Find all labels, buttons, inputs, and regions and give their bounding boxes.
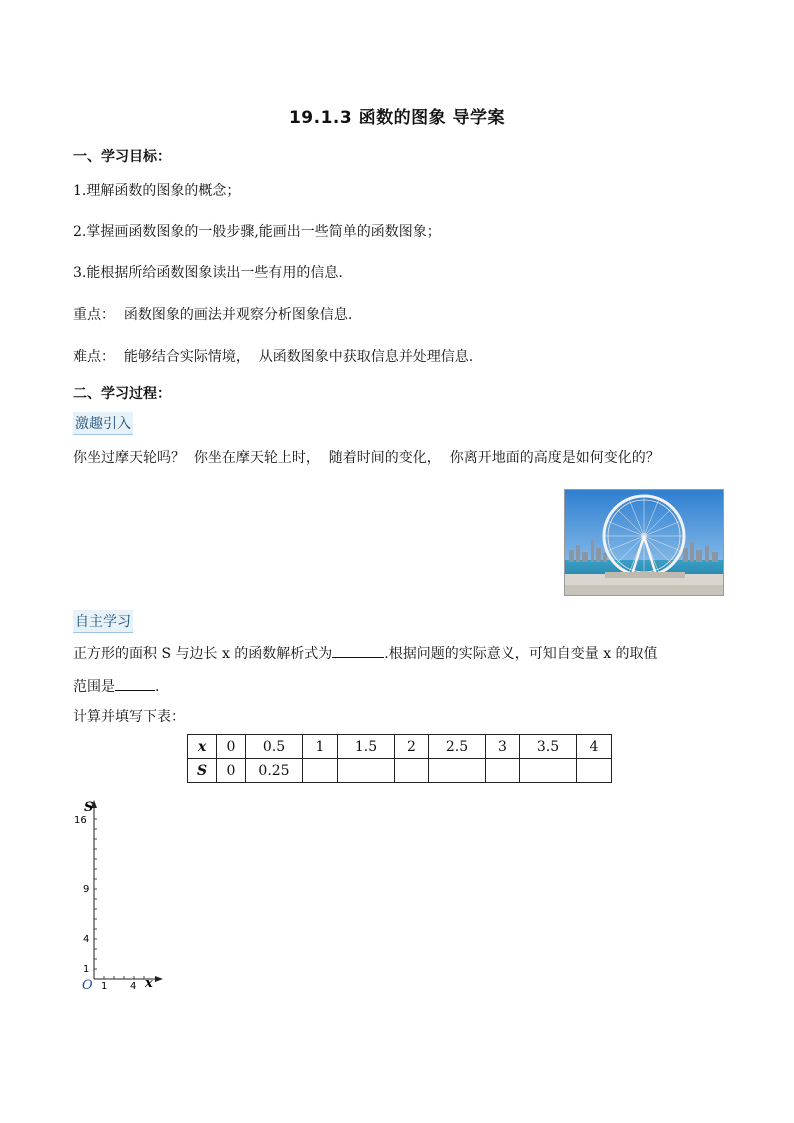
s-value-cell-blank[interactable] xyxy=(577,759,612,783)
y-axis-label: S xyxy=(84,800,94,815)
origin-label: O xyxy=(82,978,93,993)
key-point: 重点： 函数图象的画法并观察分析图象信息. xyxy=(73,307,353,323)
value-table xyxy=(187,734,612,783)
intro-question: 你坐过摩天轮吗？ 你坐在摩天轮上时， 随着时间的变化， 你离开地面的高度是如何变化的？ xyxy=(73,450,660,466)
x-axis-label: x xyxy=(145,976,153,991)
self-study-text-1b: .根据问题的实际意义，可知自变量 x 的取值 xyxy=(384,646,658,662)
x-tick-label-4: 4 xyxy=(130,981,137,992)
ferris-wheel-image xyxy=(564,489,724,596)
self-study-line-2 xyxy=(73,676,159,696)
answer-blank-range[interactable] xyxy=(115,678,155,691)
table-instruction: 计算并填写下表： xyxy=(73,709,185,725)
y-tick-label-1: 1 xyxy=(83,964,90,975)
intro-tag: 激趣引入 xyxy=(73,412,133,435)
table-row-s xyxy=(188,759,612,783)
x-value-cell: 2.5 xyxy=(429,735,486,759)
row-label-x: x xyxy=(188,735,217,759)
goal-item-3: 3.能根据所给函数图象读出一些有用的信息. xyxy=(73,265,343,281)
s-value-cell-blank[interactable] xyxy=(429,759,486,783)
answer-blank-formula[interactable] xyxy=(332,645,384,658)
s-value-cell-blank[interactable] xyxy=(338,759,395,783)
x-value-cell: 1.5 xyxy=(338,735,395,759)
s-value-cell: 0.25 xyxy=(246,759,303,783)
x-tick-label-1: 1 xyxy=(101,981,108,992)
s-value-cell-blank[interactable] xyxy=(395,759,429,783)
s-value-cell: 0 xyxy=(217,759,246,783)
self-study-text-2b: . xyxy=(155,679,160,695)
x-value-cell: 3 xyxy=(486,735,520,759)
self-study-text-2a: 范围是 xyxy=(73,679,115,695)
s-value-cell-blank[interactable] xyxy=(520,759,577,783)
y-tick-label-9: 9 xyxy=(83,884,90,895)
x-value-cell: 0.5 xyxy=(246,735,303,759)
x-value-cell: 0 xyxy=(217,735,246,759)
goal-item-1: 1.理解函数的图象的概念； xyxy=(73,183,241,199)
s-value-cell-blank[interactable] xyxy=(486,759,520,783)
page-title: 19.1.3 函数的图象 导学案 xyxy=(288,108,506,128)
s-value-cell-blank[interactable] xyxy=(303,759,338,783)
goal-item-2: 2.掌握画函数图象的一般步骤,能画出一些简单的函数图象； xyxy=(73,224,441,240)
self-study-tag: 自主学习 xyxy=(73,610,133,633)
difficulty: 难点： 能够结合实际情境， 从函数图象中获取信息并处理信息. xyxy=(73,349,474,365)
table-row-x xyxy=(188,735,612,759)
coordinate-axes xyxy=(72,795,172,995)
self-study-text-1a: 正方形的面积 S 与边长 x 的函数解析式为 xyxy=(73,646,333,662)
y-tick-label-16: 16 xyxy=(74,815,87,826)
row-label-s: S xyxy=(188,759,217,783)
y-tick-label-4: 4 xyxy=(83,934,90,945)
x-value-cell: 3.5 xyxy=(520,735,577,759)
section-heading-goals: 一、学习目标： xyxy=(73,149,171,165)
x-axis-arrow-icon xyxy=(155,976,163,982)
section-heading-process: 二、学习过程： xyxy=(73,386,171,402)
x-value-cell: 1 xyxy=(303,735,338,759)
self-study-line-1 xyxy=(73,643,658,663)
x-value-cell: 4 xyxy=(577,735,612,759)
x-value-cell: 2 xyxy=(395,735,429,759)
